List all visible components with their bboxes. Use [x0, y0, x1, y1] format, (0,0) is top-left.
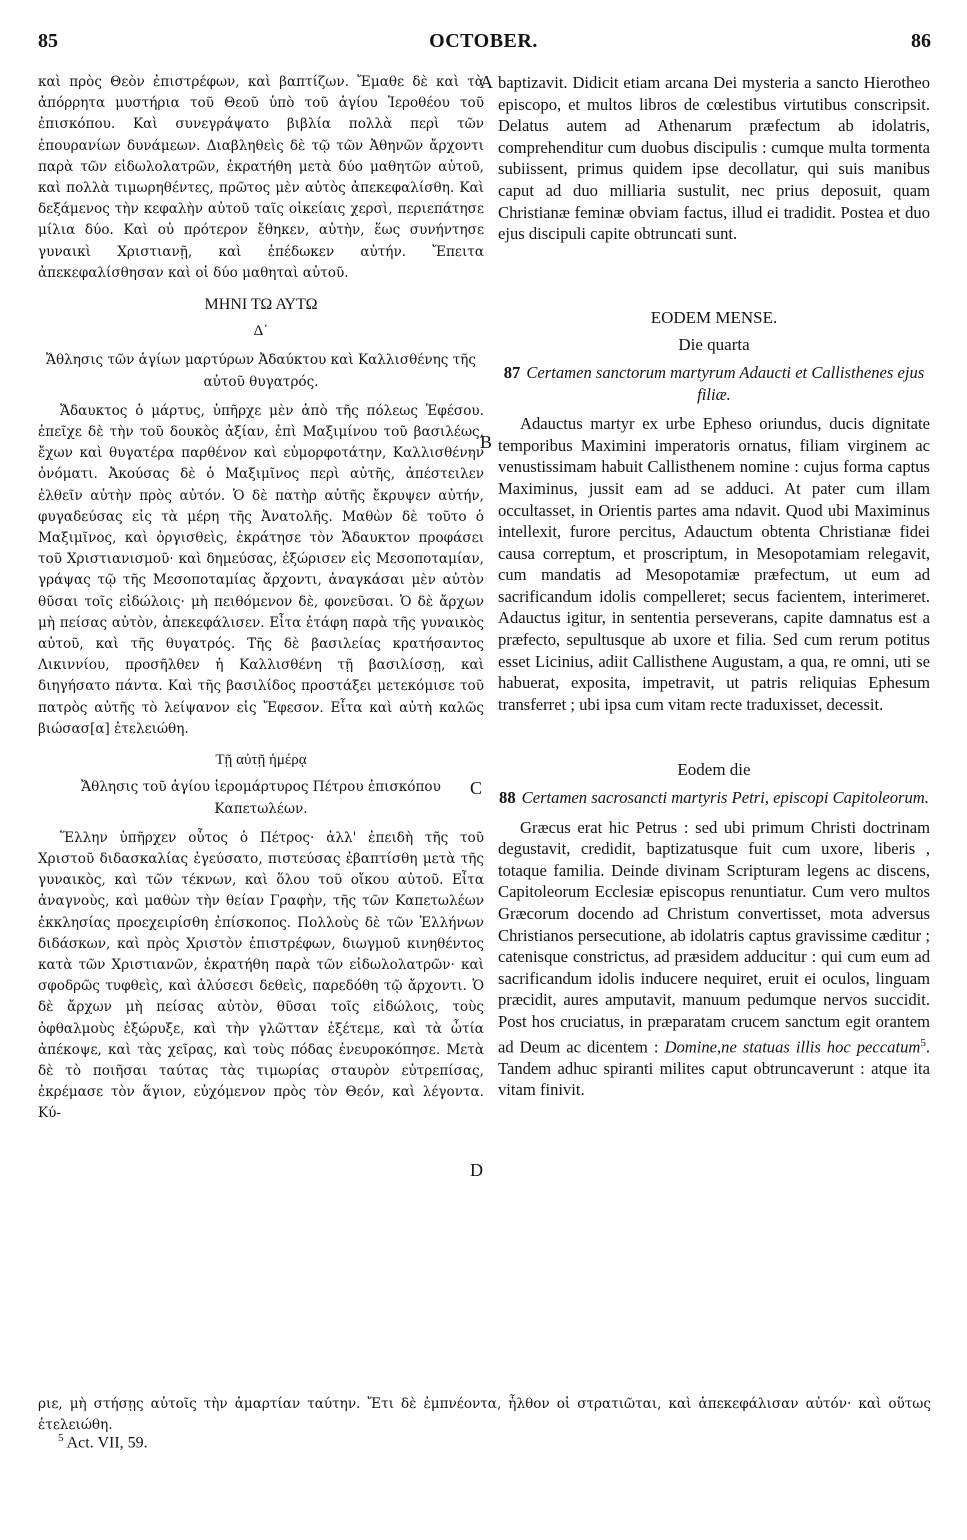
- latin-entry2-title-text: Certamen sacrosancti martyris Petri, episcopi Capitoleorum.: [521, 788, 929, 808]
- greek-day-heading: Δ΄: [253, 323, 269, 340]
- footnote-text: Act. VII, 59.: [66, 1434, 148, 1452]
- margin-letter-d: D: [470, 1160, 483, 1180]
- page-number-right: 86: [911, 30, 931, 52]
- footnote-marker: 5: [58, 1432, 64, 1444]
- greek-entry2-title: Ἄθλησις τοῦ ἁγίου ἱερομάρτυρος Πέτρου ἐπισκόπου Καπετωλέων.: [81, 779, 441, 817]
- greek-entry1-text: Ἄδαυκτος ὁ μάρτυς, ὑπῆρχε μὲν ἀπὸ τῆς πόλεως Ἐφέσου. ἐπεῖχε δὲ τὴν τοῦ δουκὸς ἀξίαν, ἐπὶ Μαξιμίνου τοῦ βασιλέως, ἔχων καὶ θυγατέρα παρθένον καὶ εὐμορφοτάτην, Καλλισθένην ὀνόματι. Ἀκούσας δὲ ὁ Μαξιμῖνος περὶ αὐτῆς, ἀπέστειλεν ἐλθεῖν αὐτὴν πρὸς αὐτόν. Ὁ δὲ πατὴρ αὐτῆς ἔκρυψεν αὐτήν, φυγαδεύσας εἰς τὰ μέρη τῆς Ἀνατολῆς. Μαθὼν δὲ τοῦτο ὁ Μαξιμῖνος, καὶ ὀργισθεὶς, ἐκράτησε τὸν Ἄδαυκτον προφάσει τοῦ Χριστιανισμοῦ· καὶ δημεύσας, ἐξώρισεν εἰς Μεσοποταμίαν, γράψας τῷ τῆς Μεσοποταμίας ἄρχοντι, ἀναγκάσαι μὲν αὐτὸν θῦσαι τοῖς εἰδώλοις· μὴ πειθόμενον δὲ, φονεῦσαι. Ὁ δὲ ἄρχων μὴ πείσας αὐτὸν, ἀπεκεφάλισεν. Εἶτα ἐτάφη παρὰ τῆς γυναικὸς αὐτοῦ, καὶ τῆς θυγατρός. Τῆς δὲ βασιλείας κρατήσαντος Λικιννίου, προσῆλθεν ἡ Καλλισθένη τῇ βασιλίσσῃ, καὶ διηγήσατο πάντα. Καὶ τῆς βασιλίδος προστάξει μετεκόμισε τοῦ πατρὸς αὐτῆς τὸ λείψανον εἰς Ἔφεσον. Εἶτα καὶ αὐτὴ καλῶς βιώσασ[α] ἐτελειώθη.: [38, 402, 484, 737]
- margin-letter-c: C: [470, 778, 483, 798]
- latin-entry2-title: [498, 787, 930, 809]
- margin-letter-a: A: [480, 72, 493, 92]
- greek-entry1-title: Ἄθλησις τῶν ἁγίων μαρτύρων Ἀδαύκτου καὶ Καλλισθένης τῆς αὐτοῦ θυγατρός.: [46, 352, 476, 390]
- latin-column: [498, 72, 930, 1101]
- page-number-left: 85: [38, 30, 58, 52]
- latin-entry1-title: [498, 362, 930, 405]
- latin-entry2-quote: Domine,ne statuas illis hoc peccatum: [664, 1037, 921, 1057]
- footnote-reference: 5: [920, 1036, 926, 1049]
- latin-entry2-number: 88: [499, 788, 516, 808]
- greek-day2-heading: Τῇ αὐτῇ ἡμέρᾳ: [215, 752, 307, 769]
- page-title: OCTOBER.: [429, 30, 538, 52]
- latin-intro-paragraph: baptizavit. Didicit etiam arcana Dei mysteria a sancto Hierotheo episcopo, et multos libros de cœlestibus virtutibus conscripsit. Delatus autem ad Athenarum præfectum ab idolatris, comprehenditur cum duobus discipulis : cumque multa tormenta subiissent, primus quidem ipse decollatur, qui suis manibus caput ad duo milliaria sustulit, nec prius deposuit, quam Christianæ feminæ obviam factus, illud ei tradidit. Postea et duo ejus discipuli capite obtruncati sunt.: [498, 73, 930, 244]
- greek-continuation-line: ριε, μὴ στήσῃς αὐτοῖς τὴν ἁμαρτίαν ταύτην. Ἔτι δὲ ἐμπνέοντα, ἦλθον οἱ στρατιῶται, καὶ ἀπεκεφάλισαν αὐτόν· καὶ οὕτως ἐτελειώθη.: [38, 1395, 931, 1433]
- latin-day2-heading: Eodem die: [677, 760, 751, 780]
- latin-entry2-text-part-b: . Tandem adhuc spiranti milites caput obtruncaverunt : atque ita vitam finivit.: [498, 1037, 931, 1100]
- latin-entry2-text-part-a: Græcus erat hic Petrus : sed ubi primum Christi doctrinam degustavit, credidit, baptizatusque fuit cum uxore, liberis , totaque familia. Deinde divinam Scripturam legens ac discens, Capitoleorum Ecclesiæ episcopus renuntiatur. Cum vero multos Græcorum docendo ad Christum convertisset, mota adversus Christianos persecutione, ab idolatris captus gravissime cæditur ; catenisque constrictus, ad præsidem adducitur : qui cum eum ad sacrificandum idolis inducere nequiret, eruit ei oculos, linguam præcidit, aures amputavit, manuum pedumque nervos succidit. Post hos cruciatus, in præparatam crucem sanctum egit orantem ad Deum ac dicentem :: [498, 817, 930, 1057]
- latin-entry1-text: Adauctus martyr ex urbe Epheso oriundus, ducis dignitate temporibus Maximini imperatoris ornatus, filiam virginem ac venustissimam habuit Callisthenem nomine : cujus forma captus Maximinus, jussit eam ad se adduci. At pater cum illam occultasset, in Orientis partes ama ndavit. Quod ubi Maximinus intellexit, furore percitus, Adauctum obtenta Christianæ fidei causa correptum, et proscriptum, in Mesopotamiam relegavit, cum mandatis ad Mesopotamiæ præfectum, ut eum ad sacrificandum idolis compelleret; secus facientem, interimeret. Adauctus igitur, in sententia perseverans, capite damnatus est a præfecto, sepultusque ab uxore et filia. Sed cum rerum potitus esset Licinius, adiit Callisthene Augustam, a qua, re omni, uti se habuerat, exposita, impetravit, ut patris reliquias Ephesum transferret ; ubi ipsa cum vitam recte traduxisset, decessit.: [498, 414, 930, 714]
- greek-entry2-text: Ἕλλην ὑπῆρχεν οὗτος ὁ Πέτρος· ἀλλ' ἐπειδὴ τῆς τοῦ Χριστοῦ διδασκαλίας ἐγεύσατο, πιστεύσας ἐβαπτίσθη μετὰ τῆς γυναικὸς, καὶ τῶν τέκνων, καὶ ὅλου τοῦ οἴκου αὐτοῦ. Εἶτα ἀναγνοὺς, καὶ μαθὼν τὴν θείαν Γραφὴν, τῆς τῶν Καπετωλέων ἐκκλησίας προεχειρίσθη ἐπίσκοπος. Πολλοὺς δὲ τῶν Ἑλλήνων διδάσκων, καὶ πρὸς Χριστὸν ἐπιστρέφων, διωγμοῦ κινηθέντος κατὰ τῶν Χριστιανῶν, ἐκρατήθη παρὰ τῶν εἰδωλολατρῶν· καὶ σφοδρῶς τυφθεὶς, καὶ ἀλύσεσι δεθεὶς, παρεδόθη τῷ ἄρχοντι. Ὁ δὲ ἄρχων μὴ πείσας αὐτὸν, θῦσαι τοῖς εἰδώλοις, τοὺς ὀφθαλμοὺς ἐξώρυξε, καὶ τὴν γλῶτταν ἐξέτεμε, καὶ τὰ ὦτία ἀπέκοψε, καὶ τὰς χεῖρας, καὶ τοὺς πόδας ἐνευροκόπησε. Μετὰ δὲ τὸ ποιῆσαι ταύτας τὰς τιμωρίας σταυρὸν εὐτρεπίσας, ἐκρέμασε τὸν ἅγιον, εὐχόμενον πρὸς τὸν Θεόν, καὶ λέγοντα. Κύ-: [38, 829, 484, 1122]
- margin-letter-b: B: [480, 432, 493, 452]
- latin-month-heading: EODEM MENSE.: [650, 307, 778, 327]
- latin-entry2-text: [498, 817, 930, 1101]
- greek-intro-paragraph: καὶ πρὸς Θεὸν ἐπιστρέφων, καὶ βαπτίζων. Ἔμαθε δὲ καὶ τὰ ἀπόρρητα μυστήρια τοῦ Θεοῦ ὑπὸ τοῦ ἁγίου Ἱεροθέου τοῦ ἐπισκόπου. Καὶ συνεγράψατο βιβλία πολλὰ περὶ τῶν ἐπουρανίων δυνάμεων. Διαβληθεὶς δὲ τῷ τῶν Ἀθηνῶν ἄρχοντι παρὰ τῶν εἰδωλολατρῶν, ἐκρατήθη μετὰ δύο μαθητῶν αὐτοῦ, καὶ πολλὰ τιμωρηθέντες, πρῶτος μὲν αὐτὸς ἀπεκεφαλίσθη. Καὶ δεξάμενος τὴν κεφαλὴν αὐτοῦ ταῖς οἰκείαις χερσὶ, περιεπάτησε μίλια δύο. Καὶ οὐ πρότερον ἔθηκεν, αὐτὴν, ἕως συνήντησε γυναικὶ Χριστιανῇ, καὶ ἐπέδωκεν αὐτήν. Ἔπειτα ἀπεκεφαλίσθησαν καὶ οἱ δύο μαθηταὶ αὐτοῦ.: [38, 74, 484, 281]
- latin-entry1-number: 87: [503, 362, 521, 382]
- greek-month-heading: ΜΗΝΙ ΤΩ ΑΥΤΩ: [204, 296, 318, 314]
- latin-day-heading: Die quarta: [678, 335, 750, 355]
- footnote: [58, 1432, 148, 1452]
- latin-entry1-title-text: Certamen sanctorum martyrum Adaucti et Callisthenes ejus filiæ.: [526, 362, 925, 404]
- greek-column: [38, 72, 484, 1125]
- running-head: [0, 30, 967, 62]
